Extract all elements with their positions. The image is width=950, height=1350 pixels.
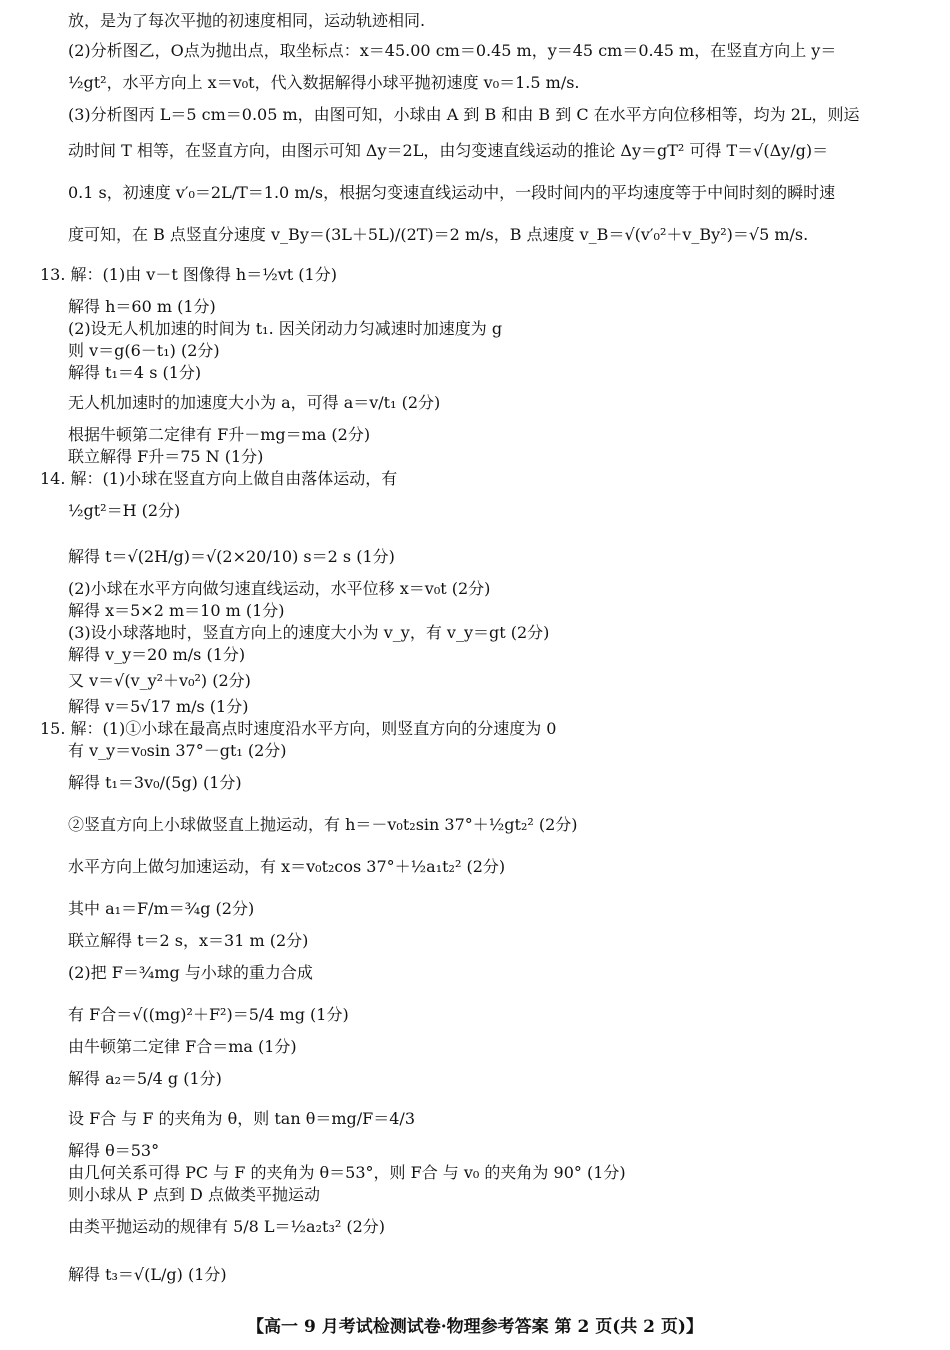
text-line: (2)小球在水平方向做匀速直线运动，水平位移 x＝v₀t (2分) [68, 579, 491, 598]
text-line: 设 F合 与 F 的夹角为 θ，则 tan θ＝mg/F＝4/3 [68, 1109, 416, 1128]
text-line: 解得 t₁＝4 s (1分) [68, 363, 202, 382]
text-line: (3)分析图丙 L＝5 cm＝0.05 m，由图可知，小球由 A 到 B 和由 B 到 C 在水平方向位移相等，均为 2L，则运 [68, 105, 860, 124]
text-line: 由牛顿第二定律 F合＝ma (1分) [68, 1037, 297, 1056]
text-line: 0.1 s，初速度 v′₀＝2L/T＝1.0 m/s，根据匀变速直线运动中，一段时间内的平均速度等于中间时刻的瞬时速 [68, 183, 836, 202]
text-line: 度可知，在 B 点竖直分速度 v_By＝(3L＋5L)/(2T)＝2 m/s，B 点速度 v_B＝√(v′₀²＋v_By²)＝√5 m/s. [68, 225, 809, 244]
text-line: 由几何关系可得 PC 与 F 的夹角为 θ＝53°，则 F合 与 v₀ 的夹角为 90° (1分) [68, 1163, 626, 1182]
text-line: 有 F合＝√((mg)²＋F²)＝5/4 mg (1分) [68, 1005, 349, 1024]
text-line: 由类平抛运动的规律有 5/8 L＝½a₂t₃² (2分) [68, 1217, 386, 1236]
text-line: 联立解得 F升＝75 N (1分) [68, 447, 264, 466]
text-line: 解得 θ＝53° [68, 1141, 160, 1160]
text-line: ½gt²＝H (2分) [68, 501, 181, 520]
text-line: 水平方向上做匀加速运动，有 x＝v₀t₂cos 37°＋½a₁t₂² (2分) [68, 857, 506, 876]
text-line: 解得 v_y＝20 m/s (1分) [68, 645, 246, 664]
text-line: 无人机加速时的加速度大小为 a，可得 a＝v/t₁ (2分) [68, 393, 441, 412]
text-line: 解得 t＝√(2H/g)＝√(2×20/10) s＝2 s (1分) [68, 547, 395, 566]
text-line: 解得 v＝5√17 m/s (1分) [68, 697, 249, 716]
text-line: 解得 x＝5×2 m＝10 m (1分) [68, 601, 285, 620]
page-footer: 【高一 9 月考试检测试卷·物理参考答案 第 2 页(共 2 页)】 [247, 1317, 703, 1337]
text-line: 有 v_y＝v₀sin 37°－gt₁ (2分) [68, 741, 287, 760]
text-line: 解得 t₃＝√(L/g) (1分) [68, 1265, 227, 1284]
text-line: ½gt²，水平方向上 x＝v₀t，代入数据解得小球平抛初速度 v₀＝1.5 m/s. [68, 73, 580, 92]
text-line: 其中 a₁＝F/m＝¾g (2分) [68, 899, 255, 918]
text-line: 根据牛顿第二定律有 F升－mg＝ma (2分) [68, 425, 371, 444]
text-line: 解得 h＝60 m (1分) [68, 297, 216, 316]
text-line: 又 v＝√(v_y²＋v₀²) (2分) [68, 671, 251, 690]
text-line: 则小球从 P 点到 D 点做类平抛运动 [68, 1185, 320, 1204]
text-line: 解得 t₁＝3v₀/(5g) (1分) [68, 773, 242, 792]
question-15-heading: 15. 解：(1)①小球在最高点时速度沿水平方向，则竖直方向的分速度为 0 [40, 719, 557, 738]
text-line: (2)把 F＝¾mg 与小球的重力合成 [68, 963, 313, 982]
text-line: (2)分析图乙，O点为抛出点，取坐标点：x＝45.00 cm＝0.45 m，y＝45 cm＝0.45 m，在竖直方向上 y＝ [68, 41, 837, 60]
text-line: ②竖直方向上小球做竖直上抛运动，有 h＝－v₀t₂sin 37°＋½gt₂² (2分) [68, 815, 578, 834]
text-line: 动时间 T 相等，在竖直方向，由图示可知 Δy＝2L，由匀变速直线运动的推论 Δy＝gT² 可得 T＝√(Δy/g)＝ [68, 141, 829, 160]
question-13-heading: 13. 解：(1)由 v－t 图像得 h＝½vt (1分) [40, 265, 337, 284]
text-line: (3)设小球落地时，竖直方向上的速度大小为 v_y，有 v_y＝gt (2分) [68, 623, 550, 642]
text-line: 则 v＝g(6－t₁) (2分) [68, 341, 220, 360]
text-line: (2)设无人机加速的时间为 t₁. 因关闭动力匀减速时加速度为 g [68, 319, 503, 338]
question-14-heading: 14. 解：(1)小球在竖直方向上做自由落体运动，有 [40, 469, 398, 488]
text-line: 解得 a₂＝5/4 g (1分) [68, 1069, 222, 1088]
text-line: 放，是为了每次平抛的初速度相同，运动轨迹相同. [68, 11, 426, 30]
text-line: 联立解得 t＝2 s，x＝31 m (2分) [68, 931, 309, 950]
